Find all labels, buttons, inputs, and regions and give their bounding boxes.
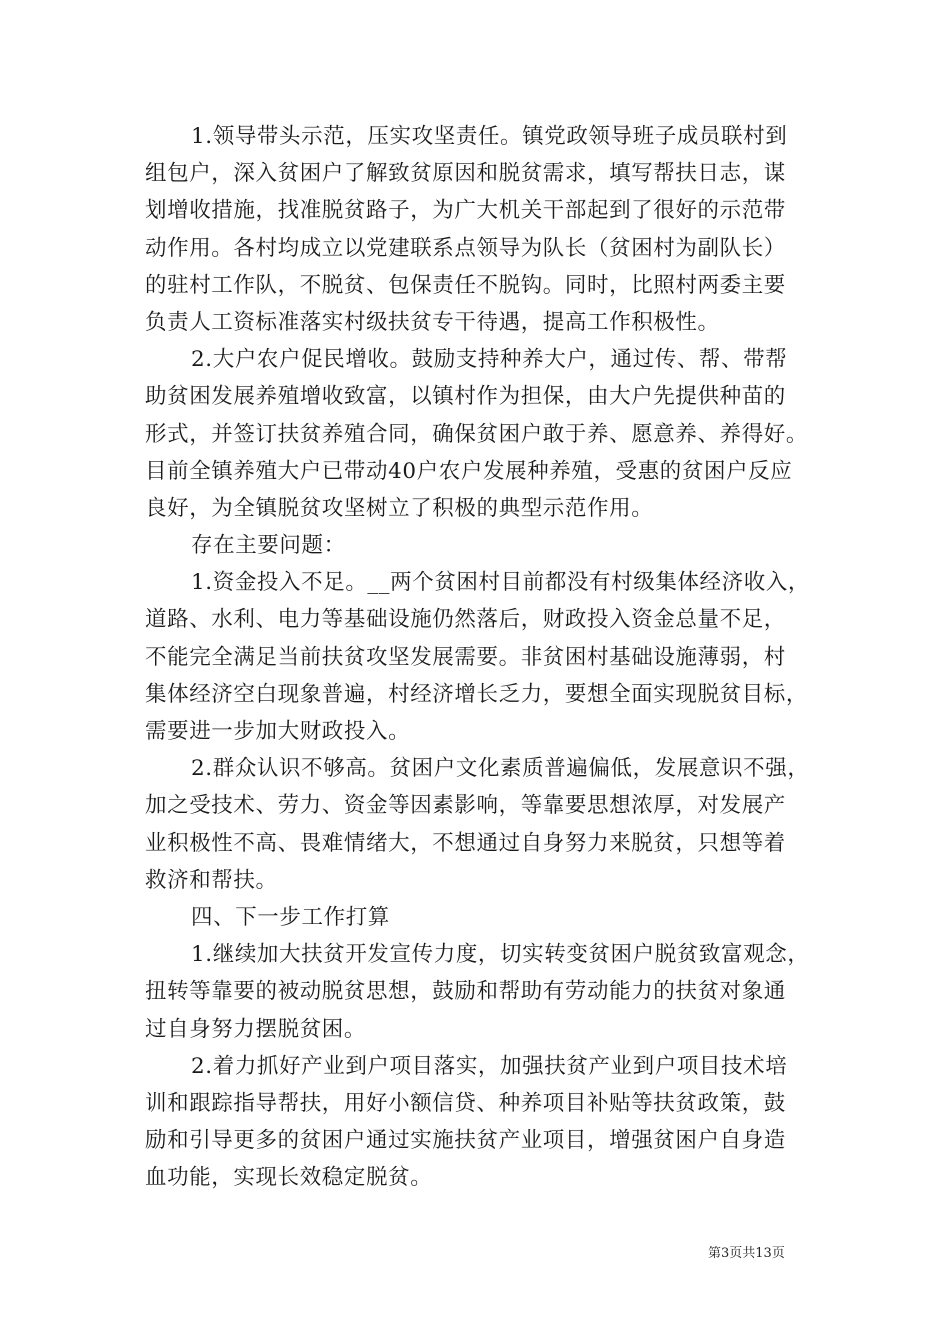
- text-line: 需要进一步加大财政投入。: [145, 719, 411, 744]
- text-line: 2.着力抓好产业到户项目落实，加强扶贫产业到户项目技术培: [191, 1053, 788, 1079]
- text-line: 励和引导更多的贫困户通过实施扶贫产业项目，增强贫困户自身造: [145, 1128, 786, 1154]
- text-line: 划增收措施，找准脱贫路子，为广大机关干部起到了很好的示范带: [145, 198, 786, 224]
- text-line: 扭转等靠要的被动脱贫思想，鼓励和帮助有劳动能力的扶贫对象通: [145, 979, 786, 1005]
- text-line: 不能完全满足当前扶贫攻坚发展需要。非贫困村基础设施薄弱，村: [145, 644, 786, 670]
- text-line: 训和跟踪指导帮扶，用好小额信贷、种养项目补贴等扶贫政策，鼓: [145, 1090, 786, 1116]
- text-line: 过自身努力摆脱贫困。: [145, 1016, 367, 1042]
- text-line: 救济和帮扶。: [145, 867, 278, 893]
- text-line: 1.资金投入不足。__两个贫困村目前都没有村级集体经济收入，: [191, 570, 811, 596]
- text-line: 加之受技术、劳力、资金等因素影响，等靠要思想浓厚，对发展产: [145, 793, 786, 819]
- text-line: 的驻村工作队，不脱贫、包保责任不脱钩。同时，比照村两委主要: [145, 272, 786, 298]
- text-line: 1.领导带头示范，压实攻坚责任。镇党政领导班子成员联村到: [191, 124, 788, 149]
- text-line: 2.群众认识不够高。贫困户文化素质普遍偏低，发展意识不强，: [191, 756, 810, 782]
- text-line: 血功能，实现长效稳定脱贫。: [145, 1165, 433, 1191]
- text-line: 道路、水利、电力等基础设施仍然落后，财政投入资金总量不足，: [145, 607, 786, 633]
- text-line: 动作用。各村均成立以党建联系点领导为队长（贫困村为副队长）: [145, 235, 786, 261]
- text-line: 形式，并签订扶贫养殖合同，确保贫困户敢于养、愿意养、养得好。: [145, 421, 809, 447]
- text-line: 业积极性不高、畏难情绪大，不想通过自身努力来脱贫，只想等着: [145, 830, 786, 856]
- text-line: 助贫困发展养殖增收致富，以镇村作为担保，由大户先提供种苗的: [145, 384, 786, 410]
- text-line: 1.继续加大扶贫开发宣传力度，切实转变贫困户脱贫致富观念，: [191, 942, 810, 968]
- text-line: 负责人工资标准落实村级扶贫专干待遇，提高工作积极性。: [145, 309, 720, 335]
- text-line: 组包户，深入贫困户了解致贫原因和脱贫需求，填写帮扶日志，谋: [145, 161, 786, 187]
- text-line: 存在主要问题：: [191, 533, 346, 559]
- text-line: 集体经济空白现象普遍，村经济增长乏力，要想全面实现脱贫目标，: [145, 681, 809, 707]
- text-line: 良好，为全镇脱贫攻坚树立了积极的典型示范作用。: [145, 495, 654, 521]
- text-line: 四、下一步工作打算: [191, 904, 390, 930]
- document-body: [145, 118, 811, 1196]
- text-line: 2.大户农户促民增收。鼓励支持种养大户，通过传、帮、带帮: [191, 347, 788, 373]
- text-line: 目前全镇养殖大户已带动40户农户发展种养殖，受惠的贫困户反应: [145, 458, 793, 484]
- page-number: 第3页共13页: [708, 1246, 785, 1261]
